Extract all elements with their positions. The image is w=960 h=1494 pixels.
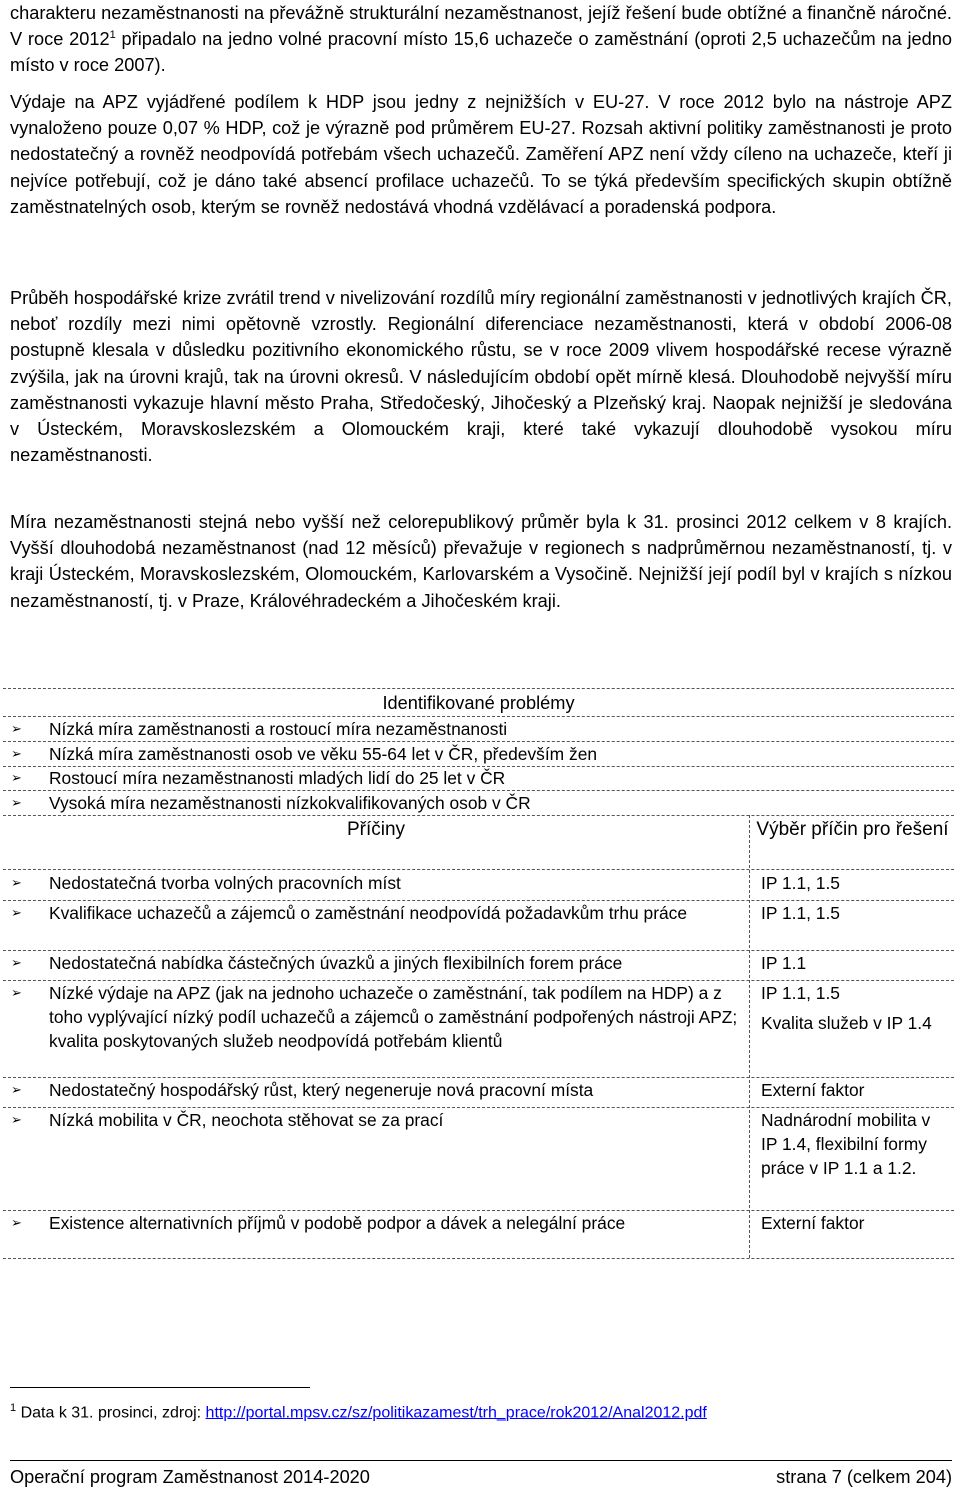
paragraph-1	[10, 0, 952, 79]
paragraph-2: Výdaje na APZ vyjádřené podílem k HDP jsou jedny z nejnižších v EU-27. V roce 2012 bylo na nástroje APZ vynaloženo pouze 0,07 % HDP, což je výrazně pod průměrem EU-27. Rozsah aktivní politiky zaměstnanosti je proto nedostatečný a rovněž neodpovídá potřebám všech uchazečů. Zaměření APZ není vždy cíleno na uchazeče, kteří ji nejvíce potřebují, což je dáno také absencí profilace uchazečů. To se týká především specifických skupin obtížně zaměstnatelných osob, kterým se rovněž nedostává vhodná vzdělávací a poradenská podpora.	[10, 92, 952, 217]
table-row-divider	[3, 815, 954, 816]
selection-header: Výběr příčin pro řešení	[756, 819, 949, 840]
footnote-number: 1	[10, 1402, 17, 1414]
cause-item: Nízká mobilita v ČR, neochota stěhovat se za prací	[49, 1110, 444, 1130]
cause-item: Nedostatečná tvorba volných pracovních míst	[49, 873, 401, 893]
arrow-bullet-icon: ➢	[11, 721, 22, 736]
footnote-link[interactable]: http://portal.mpsv.cz/sz/politikazamest/trh_prace/rok2012/Anal2012.pdf	[205, 1404, 707, 1422]
footer-separator	[10, 1460, 952, 1461]
footnote-separator	[10, 1387, 310, 1388]
problems-table	[3, 688, 954, 1259]
arrow-bullet-icon: ➢	[11, 905, 22, 920]
footnote-ref[interactable]: 1	[109, 29, 116, 42]
arrow-bullet-icon: ➢	[11, 746, 22, 761]
arrow-bullet-icon: ➢	[11, 795, 22, 810]
cause-selection-note: Kvalita služeb v IP 1.4	[761, 1013, 932, 1033]
problem-item: Nízká míra zaměstnanosti a rostoucí míra nezaměstnanosti	[49, 719, 508, 739]
paragraph-4: Míra nezaměstnanosti stejná nebo vyšší než celorepublikový průměr byla k 31. prosinci 2012 celkem v 8 krajích. Vyšší dlouhodobá nezaměstnanost (nad 12 měsíců) převažuje v regionech s nadprůměrnou nezaměstnaností, tj. v kraji Ústeckém, Moravskoslezském, Olomouckém, Karlovarském a Vysočině. Nejnižší její podíl byl v krajích s nízkou nezaměstnaností, tj. v Praze, Královéhradeckém a Jihočeském kraji.	[10, 512, 952, 611]
table-bottom-border	[3, 1258, 954, 1259]
table-row-divider	[3, 869, 954, 870]
cause-selection: IP 1.1, 1.5	[761, 903, 840, 923]
problem-item: Vysoká míra nezaměstnanosti nízkokvalifikovaných osob v ČR	[49, 793, 531, 813]
cause-selection: Externí faktor	[761, 1213, 865, 1233]
cause-item: Nedostatečný hospodářský růst, který negeneruje nová pracovní místa	[49, 1080, 594, 1100]
footer-title: Operační program Zaměstnanost 2014-2020	[10, 1467, 370, 1487]
cause-item: Nedostatečná nabídka částečných úvazků a jiných flexibilních forem práce	[49, 953, 623, 973]
cause-item: Kvalifikace uchazečů a zájemců o zaměstnání neodpovídá požadavkům trhu práce	[49, 903, 688, 923]
arrow-bullet-icon: ➢	[11, 985, 22, 1000]
cause-item: Existence alternativních příjmů v podobě podpor a dávek a nelegální práce	[49, 1213, 626, 1233]
arrow-bullet-icon: ➢	[11, 770, 22, 785]
footnote-text: Data k 31. prosinci, zdroj:	[16, 1404, 206, 1422]
column-divider	[749, 815, 750, 1258]
arrow-bullet-icon: ➢	[11, 1112, 22, 1127]
arrow-bullet-icon: ➢	[11, 955, 22, 970]
cause-selection: Nadnárodní mobilita v IP 1.4, flexibilní formy práce v IP 1.1 a 1.2.	[761, 1110, 931, 1178]
arrow-bullet-icon: ➢	[11, 1082, 22, 1097]
problem-item: Nízká míra zaměstnanosti osob ve věku 55-64 let v ČR, především žen	[49, 744, 598, 764]
arrow-bullet-icon: ➢	[11, 875, 22, 890]
causes-header: Příčiny	[346, 819, 406, 840]
cause-selection: IP 1.1	[761, 953, 807, 973]
paragraph-1-part-b: připadalo na jedno volné pracovní místo 15,6 uchazeče o zaměstnání (oproti 2,5 uchazečům na jedno místo v roce 2007).	[10, 29, 953, 76]
cause-selection: Externí faktor	[761, 1080, 865, 1100]
paragraph-1-part-a: charakteru nezaměstnanosti na převážně strukturální nezaměstnanost, jejíž řešení bude obtížné a finančně náročné. V roce 2012	[10, 3, 952, 50]
cause-selection: IP 1.1, 1.5	[761, 873, 840, 893]
page-number: strana 7 (celkem 204)	[776, 1467, 952, 1487]
arrow-bullet-icon: ➢	[11, 1215, 22, 1230]
table-title: Identifikované problémy	[382, 693, 575, 713]
cause-selection: IP 1.1, 1.5	[761, 983, 840, 1003]
problem-item: Rostoucí míra nezaměstnanosti mladých lidí do 25 let v ČR	[49, 768, 506, 788]
paragraph-3: Průběh hospodářské krize zvrátil trend v nivelizování rozdílů míry regionální zaměstnanosti v jednotlivých krajích ČR, neboť rozdíly mezi nimi opětovně vzrostly. Regionální diferenciace nezaměstnanosti, která v období 2006-08 postupně klesala v důsledku pozitivního ekonomického růstu, se v roce 2009 vlivem hospodářské recese výrazně zvýšila, jak na úrovni krajů, tak na úrovni okresů. V následujícím období opět mírně klesá. Dlouhodobě nejvyšší míru zaměstnanosti vykazuje hlavní město Praha, Středočeský, Jihočeský a Plzeňský kraj. Naopak nejnižší je sledována v Ústeckém, Moravskoslezském a Olomouckém kraji, které také vykazují dlouhodobě vysokou míru nezaměstnanosti.	[10, 288, 952, 466]
cause-item: Nízké výdaje na APZ (jak na jednoho uchazeče o zaměstnání, tak podílem na HDP) a z toho vyplývající nízký podíl uchazečů a zájemců o zaměstnání podpořených nástroji APZ; kvalita poskytovaných služeb neodpovídá potřebám klientů	[49, 983, 738, 1051]
footnote	[10, 1398, 707, 1423]
